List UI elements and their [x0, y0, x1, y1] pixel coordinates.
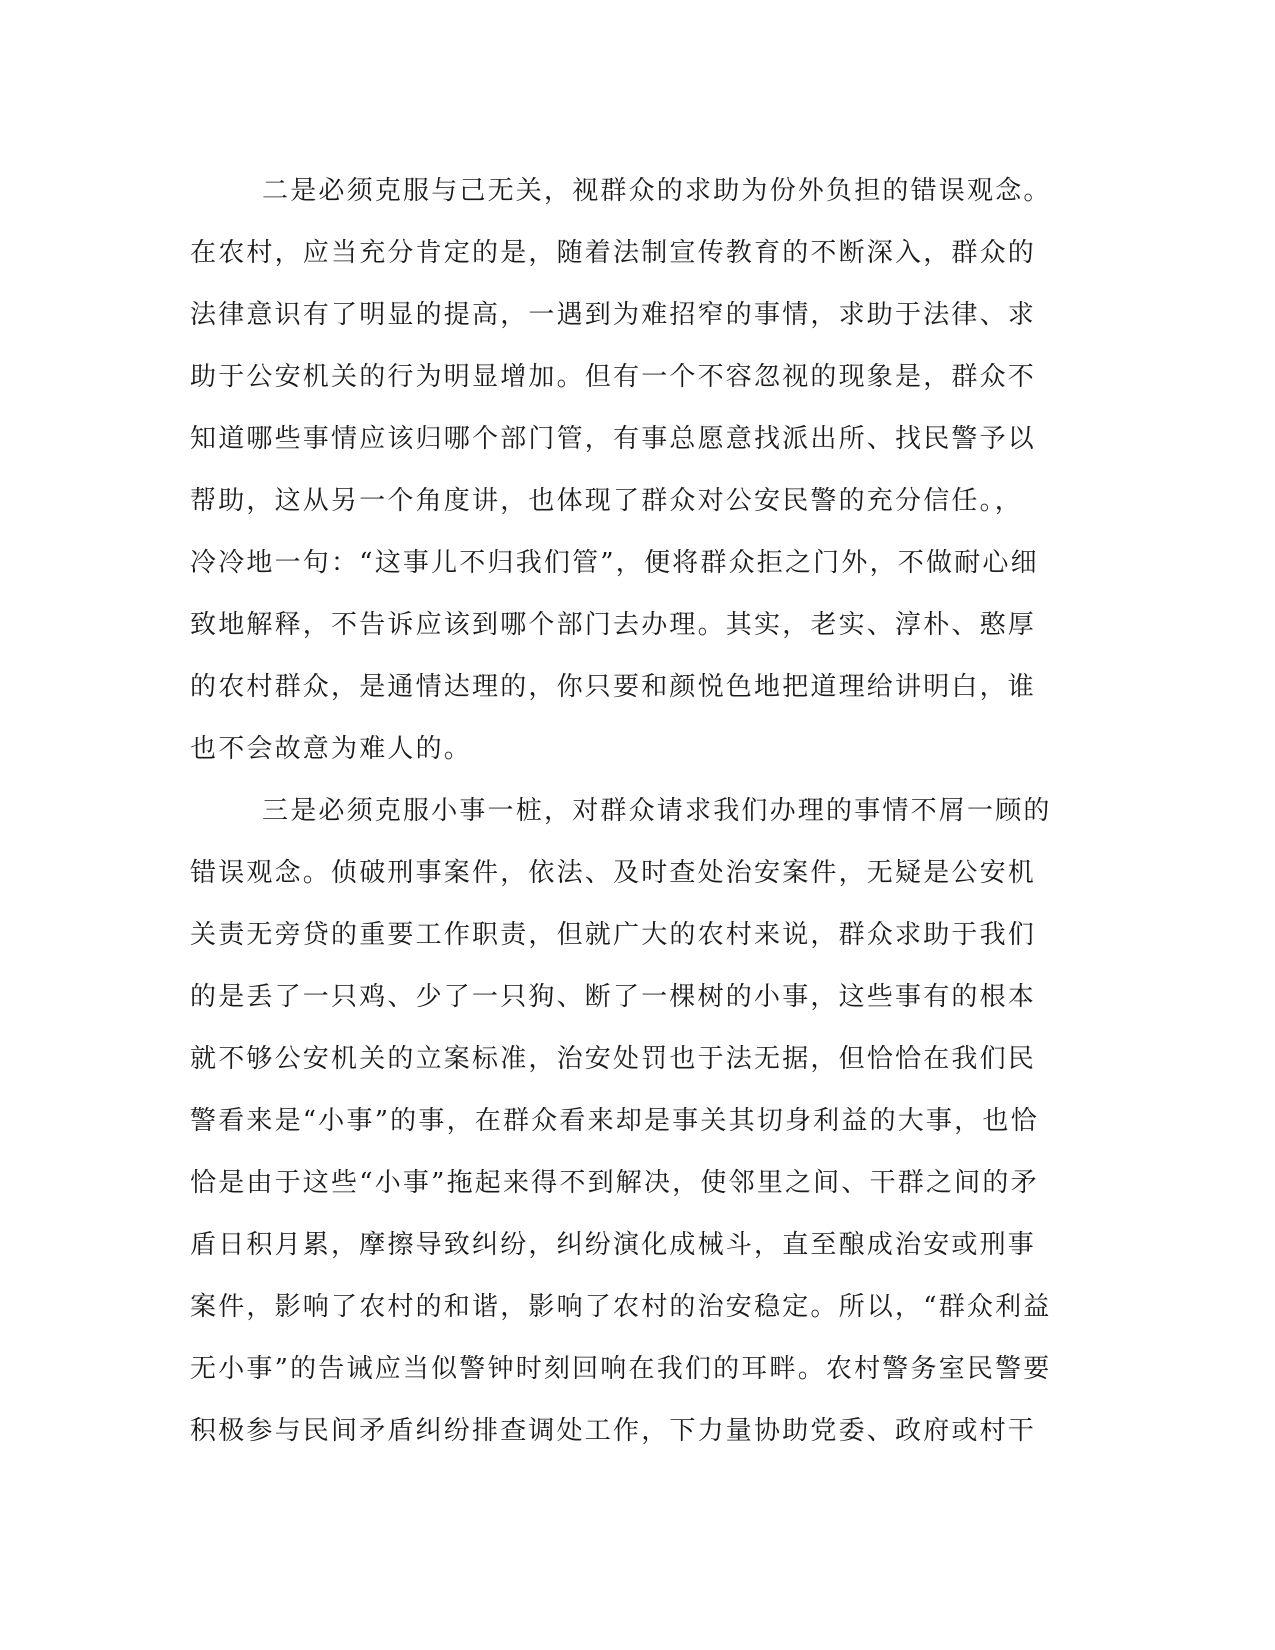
- paragraph-3-line-6: 警看来是“小事”的事，在群众看来却是事关其切身利益的大事，也恰: [190, 1106, 1039, 1136]
- paragraph-2-line-1: 二是必须克服与己无关，视群众的求助为份外负担的错误观念。: [262, 176, 1052, 206]
- paragraph-3-line-5: 就不够公安机关的立案标准，治安处罚也于法无据，但恰恰在我们民: [190, 1044, 1037, 1074]
- paragraph-2-line-10: 也不会故意为难人的。: [190, 734, 473, 764]
- paragraph-3-line-4: 的是丢了一只鸡、少了一只狗、断了一棵树的小事，这些事有的根本: [190, 982, 1037, 1012]
- paragraph-3-line-1: 三是必须克服小事一桩，对群众请求我们办理的事情不屑一顾的: [262, 796, 1052, 826]
- paragraph-2-line-2: 在农村，应当充分肯定的是，随着法制宣传教育的不断深入，群众的: [190, 238, 1037, 268]
- paragraph-2-line-3: 法律意识有了明显的提高，一遇到为难招窄的事情，求助于法律、求: [190, 300, 1037, 330]
- paragraph-2-line-6: 帮助，这从另一个角度讲，也体现了群众对公安民警的充分信任。，: [190, 486, 1024, 516]
- paragraph-2-line-7: 冷冷地一句：“这事儿不归我们管”，便将群众拒之门外，不做耐心细: [190, 548, 1039, 578]
- paragraph-2-line-9: 的农村群众，是通情达理的，你只要和颜悦色地把道理给讲明白，谁: [190, 672, 1037, 702]
- paragraph-2-line-8: 致地解释，不告诉应该到哪个部门去办理。其实，老实、淳朴、憨厚: [190, 610, 1037, 640]
- paragraph-3-line-3: 关责无旁贷的重要工作职责，但就广大的农村来说，群众求助于我们: [190, 920, 1037, 950]
- paragraph-3-line-7: 恰是由于这些“小事”拖起来得不到解决，使邻里之间、干群之间的矛: [190, 1168, 1039, 1198]
- paragraph-2-line-5: 知道哪些事情应该归哪个部门管，有事总愿意找派出所、找民警予以: [190, 424, 1037, 454]
- paragraph-3-line-8: 盾日积月累，摩擦导致纠纷，纠纷演化成械斗，直至酿成治安或刑事: [190, 1230, 1037, 1260]
- paragraph-3-line-2: 错误观念。侦破刑事案件，依法、及时查处治安案件，无疑是公安机: [190, 858, 1037, 888]
- paragraph-2-line-4: 助于公安机关的行为明显增加。但有一个不容忽视的现象是，群众不: [190, 362, 1037, 392]
- paragraph-3-line-9: 案件，影响了农村的和谐，影响了农村的治安稳定。所以，“群众利益: [190, 1292, 1052, 1322]
- paragraph-3-line-11: 积极参与民间矛盾纠纷排查调处工作，下力量协助党委、政府或村干: [190, 1416, 1037, 1446]
- body-text: [190, 160, 1090, 1462]
- paragraph-3-line-10: 无小事”的告诫应当似警钟时刻回响在我们的耳畔。农村警务室民警要: [190, 1354, 1052, 1384]
